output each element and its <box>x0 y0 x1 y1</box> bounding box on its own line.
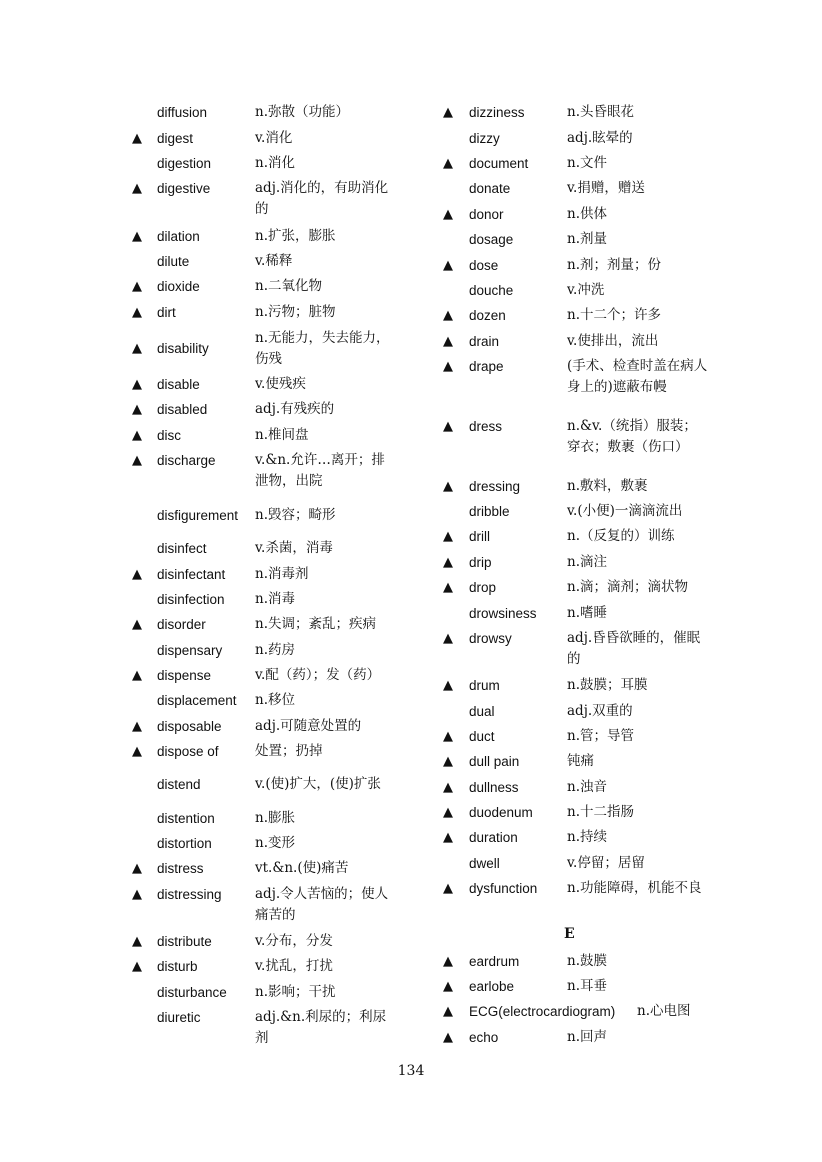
entry-word: digestion <box>157 156 212 171</box>
triangle-marker-icon: ▲ <box>132 428 142 443</box>
triangle-marker-icon: ▲ <box>443 678 453 693</box>
entry-definition: n.鼓膜 <box>567 953 607 969</box>
entry-word: drowsiness <box>469 606 537 621</box>
entry-definition: n.鼓膜；耳膜 <box>567 677 648 693</box>
entry-definition: n.变形 <box>255 835 295 851</box>
entry-definition: v.冲洗 <box>567 282 605 298</box>
entry-definition: v.扰乱，打扰 <box>255 958 333 974</box>
entry-definition: v.&n.允许…离开；排泄物，出院 <box>255 452 385 489</box>
entry-definition: v.停留；居留 <box>567 855 645 871</box>
entry-definition: v.(使)扩大，(使)扩张 <box>255 776 381 792</box>
entry-definition: adj.&n.利尿的；利尿剂 <box>255 1009 387 1046</box>
entry-definition: vt.&n.(使)痛苦 <box>255 860 349 876</box>
entry-word: dosage <box>469 232 514 247</box>
triangle-marker-icon: ▲ <box>443 881 453 896</box>
entry-word: dull pain <box>469 754 520 769</box>
triangle-marker-icon: ▲ <box>132 341 142 356</box>
triangle-marker-icon: ▲ <box>443 979 453 994</box>
entry-word: dullness <box>469 780 519 795</box>
entry-word: disinfectant <box>157 567 226 582</box>
entry-word: drape <box>469 359 504 374</box>
entry-definition: (手术、检查时盖在病人身上的)遮蔽布幔 <box>567 358 708 395</box>
triangle-marker-icon: ▲ <box>132 887 142 902</box>
entry-word: diffusion <box>157 105 208 120</box>
entry-word: duodenum <box>469 805 533 820</box>
entry-word: drum <box>469 678 500 693</box>
triangle-marker-icon: ▲ <box>443 479 453 494</box>
entry-definition: v.配（药）；发（药） <box>255 667 381 683</box>
entry-word: disability <box>157 341 209 356</box>
triangle-marker-icon: ▲ <box>443 631 453 646</box>
entry-word: disinfection <box>157 592 225 607</box>
entry-word: distressing <box>157 887 222 902</box>
entry-definition: n.弥散（功能） <box>255 104 349 120</box>
entry-word: dilation <box>157 229 200 244</box>
entry-word: duct <box>469 729 495 744</box>
entry-definition: adj.昏昏欲睡的，催眠的 <box>567 630 701 667</box>
entry-word: distribute <box>157 934 212 949</box>
triangle-marker-icon: ▲ <box>443 334 453 349</box>
entry-definition: n.剂；剂量；份 <box>567 257 661 273</box>
triangle-marker-icon: ▲ <box>132 453 142 468</box>
entry-word: dose <box>469 258 499 273</box>
entry-definition: n.供体 <box>567 206 607 222</box>
triangle-marker-icon: ▲ <box>132 934 142 949</box>
triangle-marker-icon: ▲ <box>443 830 453 845</box>
entry-definition: 钝痛 <box>567 753 594 769</box>
triangle-marker-icon: ▲ <box>443 805 453 820</box>
triangle-marker-icon: ▲ <box>443 729 453 744</box>
entry-word: dioxide <box>157 279 200 294</box>
entry-word: disposable <box>157 719 222 734</box>
entry-word: dispose of <box>157 744 219 759</box>
entry-word: dribble <box>469 504 510 519</box>
entry-definition: adj.消化的，有助消化的 <box>255 180 389 217</box>
entry-word: dysfunction <box>469 881 538 896</box>
triangle-marker-icon: ▲ <box>132 719 142 734</box>
entry-definition: n.毁容；畸形 <box>255 507 336 523</box>
entry-word: document <box>469 156 529 171</box>
entry-word: diuretic <box>157 1010 201 1025</box>
triangle-marker-icon: ▲ <box>443 954 453 969</box>
entry-word: distention <box>157 811 215 826</box>
entry-word: donate <box>469 181 511 196</box>
entry-word: dilute <box>157 254 190 269</box>
entry-definition: 处置；扔掉 <box>255 743 323 759</box>
entry-word: drill <box>469 529 491 544</box>
entry-word: digest <box>157 131 194 146</box>
entry-definition: n.滴；滴剂；滴状物 <box>567 579 688 595</box>
entry-definition: n.移位 <box>255 692 295 708</box>
entry-definition: v.使残疾 <box>255 376 306 392</box>
entry-definition: n.十二指肠 <box>567 804 634 820</box>
triangle-marker-icon: ▲ <box>132 402 142 417</box>
entry-definition: n.无能力，失去能力，伤残 <box>255 330 390 367</box>
entry-word: digestive <box>157 181 211 196</box>
triangle-marker-icon: ▲ <box>132 617 142 632</box>
entry-definition: n.消化 <box>255 155 295 171</box>
triangle-marker-icon: ▲ <box>132 861 142 876</box>
triangle-marker-icon: ▲ <box>132 279 142 294</box>
entry-definition: n.扩张，膨胀 <box>255 228 336 244</box>
triangle-marker-icon: ▲ <box>443 580 453 595</box>
entry-word: disc <box>157 428 182 443</box>
entry-definition: n.消毒 <box>255 591 295 607</box>
section-letter: E <box>564 926 575 942</box>
entry-word: earlobe <box>469 979 515 994</box>
entry-word: disinfect <box>157 541 207 556</box>
entry-definition: v.捐赠，赠送 <box>567 180 645 196</box>
entry-word: dual <box>469 704 495 719</box>
entry-definition: n.心电图 <box>637 1003 691 1019</box>
entry-definition: n.滴注 <box>567 554 607 570</box>
entry-definition: adj.有残疾的 <box>255 401 335 417</box>
entry-definition: n.椎间盘 <box>255 427 309 443</box>
entry-definition: n.消毒剂 <box>255 566 309 582</box>
entry-word: eardrum <box>469 954 520 969</box>
triangle-marker-icon: ▲ <box>132 377 142 392</box>
entry-word: drop <box>469 580 497 595</box>
entry-word: dress <box>469 419 503 434</box>
entry-definition: v.分布，分发 <box>255 933 333 949</box>
entry-definition: adj.双重的 <box>567 703 633 719</box>
entry-definition: n.管；导管 <box>567 728 634 744</box>
triangle-marker-icon: ▲ <box>443 308 453 323</box>
entry-definition: n.功能障碍，机能不良 <box>567 880 702 896</box>
entry-definition: n.耳垂 <box>567 978 607 994</box>
entry-definition: v.消化 <box>255 130 293 146</box>
triangle-marker-icon: ▲ <box>132 181 142 196</box>
triangle-marker-icon: ▲ <box>132 229 142 244</box>
entry-definition: n.二氧化物 <box>255 278 322 294</box>
entry-definition: n.剂量 <box>567 231 607 247</box>
triangle-marker-icon: ▲ <box>443 1004 453 1019</box>
entry-definition: n.&v.（统指）服装；穿衣；敷裹（伤口） <box>567 418 697 455</box>
entry-word: distress <box>157 861 204 876</box>
entry-definition: adj.令人苦恼的；使人痛苦的 <box>255 886 389 923</box>
entry-word: duration <box>469 830 518 845</box>
triangle-marker-icon: ▲ <box>443 780 453 795</box>
triangle-marker-icon: ▲ <box>132 131 142 146</box>
entry-word: disable <box>157 377 200 392</box>
entry-definition: n.浊音 <box>567 779 607 795</box>
triangle-marker-icon: ▲ <box>443 207 453 222</box>
entry-definition: n.污物；脏物 <box>255 304 336 320</box>
entry-definition: n.敷料，敷裹 <box>567 478 648 494</box>
triangle-marker-icon: ▲ <box>443 419 453 434</box>
triangle-marker-icon: ▲ <box>443 754 453 769</box>
entry-word: displacement <box>157 693 237 708</box>
entry-word: distortion <box>157 836 212 851</box>
entry-word: dispense <box>157 668 212 683</box>
entry-definition: n.回声 <box>567 1029 607 1045</box>
entry-definition: n.失调；紊乱；疾病 <box>255 616 376 632</box>
triangle-marker-icon: ▲ <box>443 555 453 570</box>
entry-definition: n.（反复的）训练 <box>567 528 675 544</box>
entry-definition: v.使排出，流出 <box>567 333 659 349</box>
entry-word: distend <box>157 777 201 792</box>
entry-definition: n.头昏眼花 <box>567 104 634 120</box>
entry-word: douche <box>469 283 514 298</box>
triangle-marker-icon: ▲ <box>132 744 142 759</box>
entry-definition: n.影响；干扰 <box>255 984 336 1000</box>
entry-word: drip <box>469 555 492 570</box>
entry-word: disturbance <box>157 985 227 1000</box>
entry-word: disturb <box>157 959 198 974</box>
entry-word: dozen <box>469 308 506 323</box>
entry-definition: v.杀菌，消毒 <box>255 540 333 556</box>
entry-definition: v.(小便)一滴滴流出 <box>567 503 683 519</box>
entry-word: drain <box>469 334 500 349</box>
entry-word: disfigurement <box>157 508 239 523</box>
entry-word: dirt <box>157 305 176 320</box>
triangle-marker-icon: ▲ <box>443 105 453 120</box>
entry-word: echo <box>469 1030 499 1045</box>
triangle-marker-icon: ▲ <box>132 567 142 582</box>
triangle-marker-icon: ▲ <box>443 1030 453 1045</box>
page-number: 134 <box>397 1063 425 1079</box>
entry-word: disabled <box>157 402 208 417</box>
entry-word: dizziness <box>469 105 525 120</box>
entry-definition: n.持续 <box>567 829 607 845</box>
entry-definition: adj.可随意处置的 <box>255 718 362 734</box>
triangle-marker-icon: ▲ <box>132 668 142 683</box>
entry-definition: n.药房 <box>255 642 295 658</box>
triangle-marker-icon: ▲ <box>443 359 453 374</box>
entry-definition: n.嗜睡 <box>567 605 607 621</box>
entry-word: dispensary <box>157 643 223 658</box>
triangle-marker-icon: ▲ <box>132 305 142 320</box>
entry-word: ECG(electrocardiogram) <box>469 1004 616 1019</box>
entry-definition: n.膨胀 <box>255 810 295 826</box>
entry-definition: n.文件 <box>567 155 607 171</box>
entry-word: donor <box>469 207 504 222</box>
entry-definition: v.稀释 <box>255 253 293 269</box>
entry-word: dressing <box>469 479 521 494</box>
triangle-marker-icon: ▲ <box>443 156 453 171</box>
entry-word: dwell <box>469 856 500 871</box>
triangle-marker-icon: ▲ <box>132 959 142 974</box>
entry-word: disorder <box>157 617 206 632</box>
triangle-marker-icon: ▲ <box>443 258 453 273</box>
entry-definition: n.十二个；许多 <box>567 307 661 323</box>
entry-definition: adj.眩晕的 <box>567 130 633 146</box>
entry-word: dizzy <box>469 131 500 146</box>
triangle-marker-icon: ▲ <box>443 529 453 544</box>
entry-word: discharge <box>157 453 216 468</box>
entry-word: drowsy <box>469 631 512 646</box>
